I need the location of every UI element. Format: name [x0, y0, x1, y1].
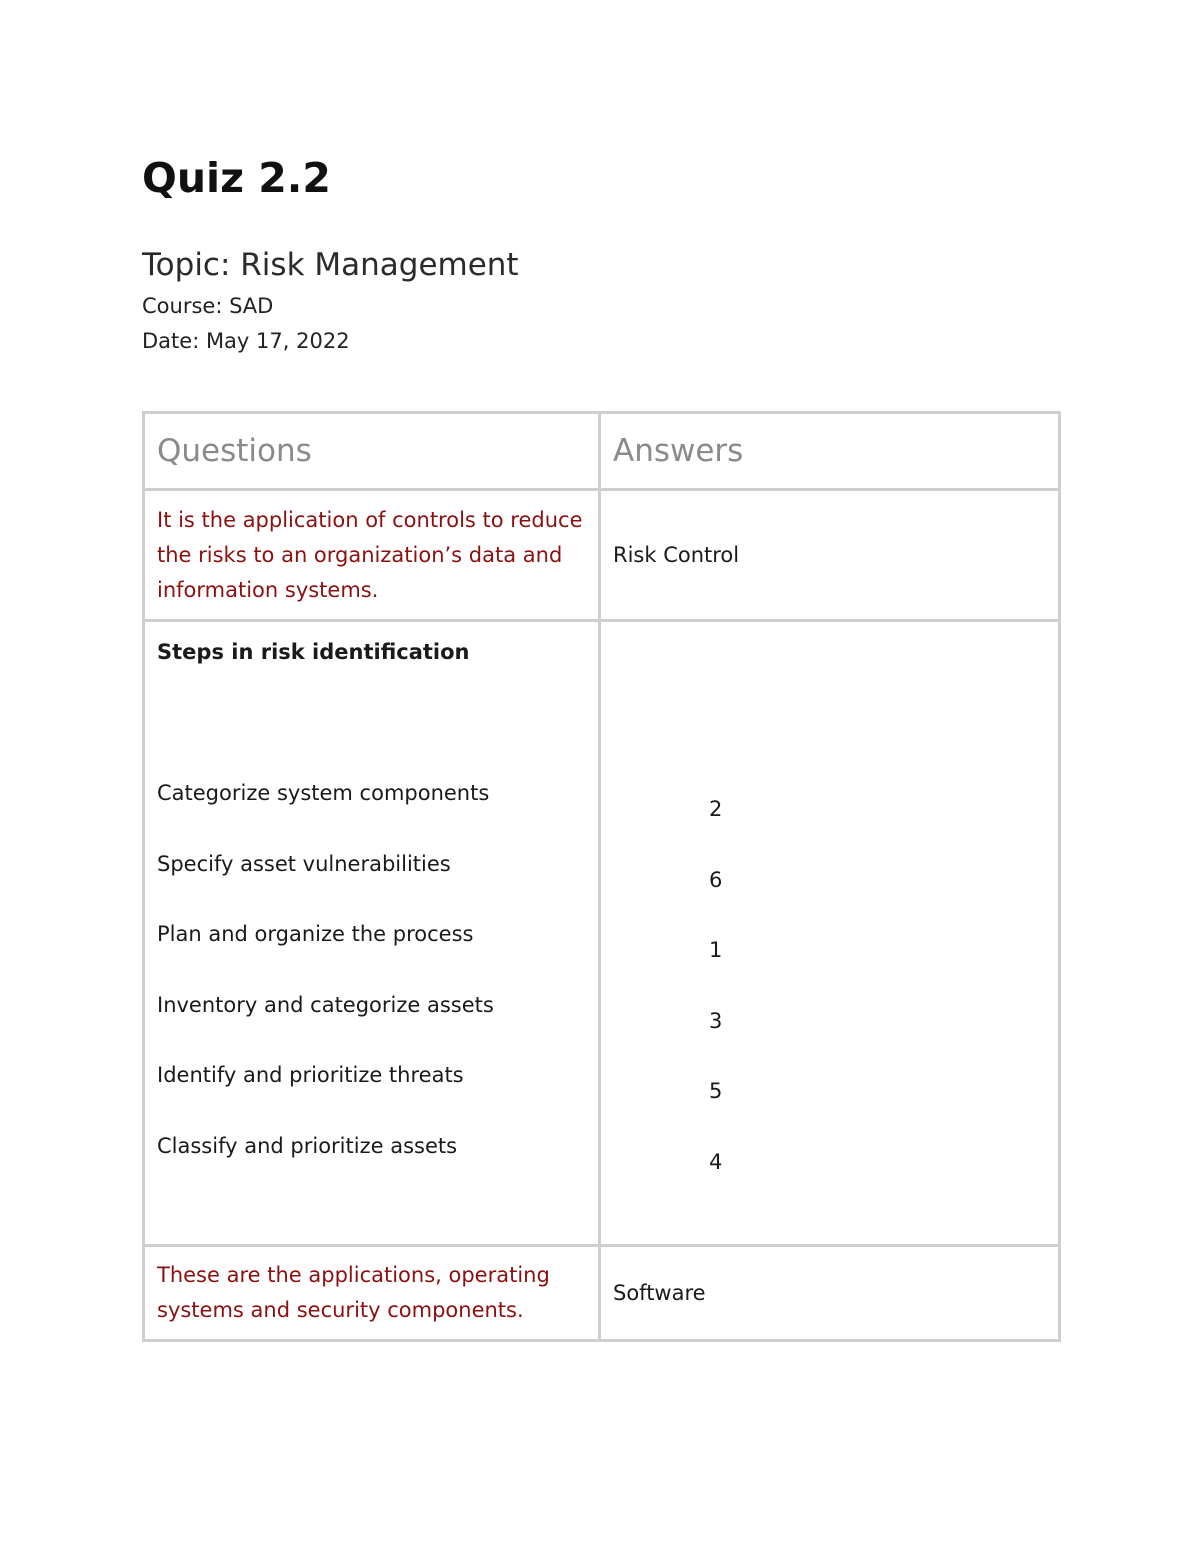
question-cell — [144, 1246, 600, 1341]
quiz-table — [142, 411, 1061, 1342]
step-item: Plan and organize the process — [157, 922, 474, 946]
table-row — [144, 621, 1060, 1246]
page-title: Quiz 2.2 — [142, 154, 331, 202]
answer-cell — [600, 490, 1060, 621]
steps-heading: Steps in risk identification — [157, 640, 470, 664]
question-text: It is the application of controls to reduce the risks to an organization’s data and information systems. — [157, 507, 583, 602]
course-line: Course: SAD — [142, 294, 274, 318]
step-order: 2 — [709, 797, 723, 821]
step-item: Inventory and categorize assets — [157, 992, 494, 1017]
step-order: 5 — [709, 1079, 723, 1103]
question-cell — [144, 490, 600, 621]
answer-text: Risk Control — [613, 542, 740, 567]
topic-line: Topic: Risk Management — [142, 247, 519, 283]
steps-list — [157, 778, 586, 1201]
step-order-list — [613, 794, 1046, 1217]
answer-cell — [600, 621, 1060, 1246]
question-cell — [144, 621, 600, 1246]
step-item: Classify and prioritize assets — [157, 1133, 458, 1158]
step-order: 1 — [709, 938, 723, 962]
step-item: Categorize system components — [157, 781, 490, 805]
step-item: Specify asset vulnerabilities — [157, 851, 451, 876]
questions-header: Questions — [144, 413, 600, 490]
answer-cell — [600, 1246, 1060, 1341]
step-order: 3 — [709, 1008, 723, 1033]
answers-header: Answers — [600, 413, 1060, 490]
step-order: 4 — [709, 1149, 723, 1174]
step-item: Identify and prioritize threats — [157, 1063, 464, 1087]
table-row — [144, 1246, 1060, 1341]
date-line: Date: May 17, 2022 — [142, 329, 350, 353]
answer-text: Software — [613, 1280, 706, 1305]
table-row — [144, 490, 1060, 621]
table-header-row — [144, 413, 1060, 490]
question-text: These are the applications, operating systems and security components. — [157, 1263, 550, 1322]
step-order: 6 — [709, 867, 723, 892]
